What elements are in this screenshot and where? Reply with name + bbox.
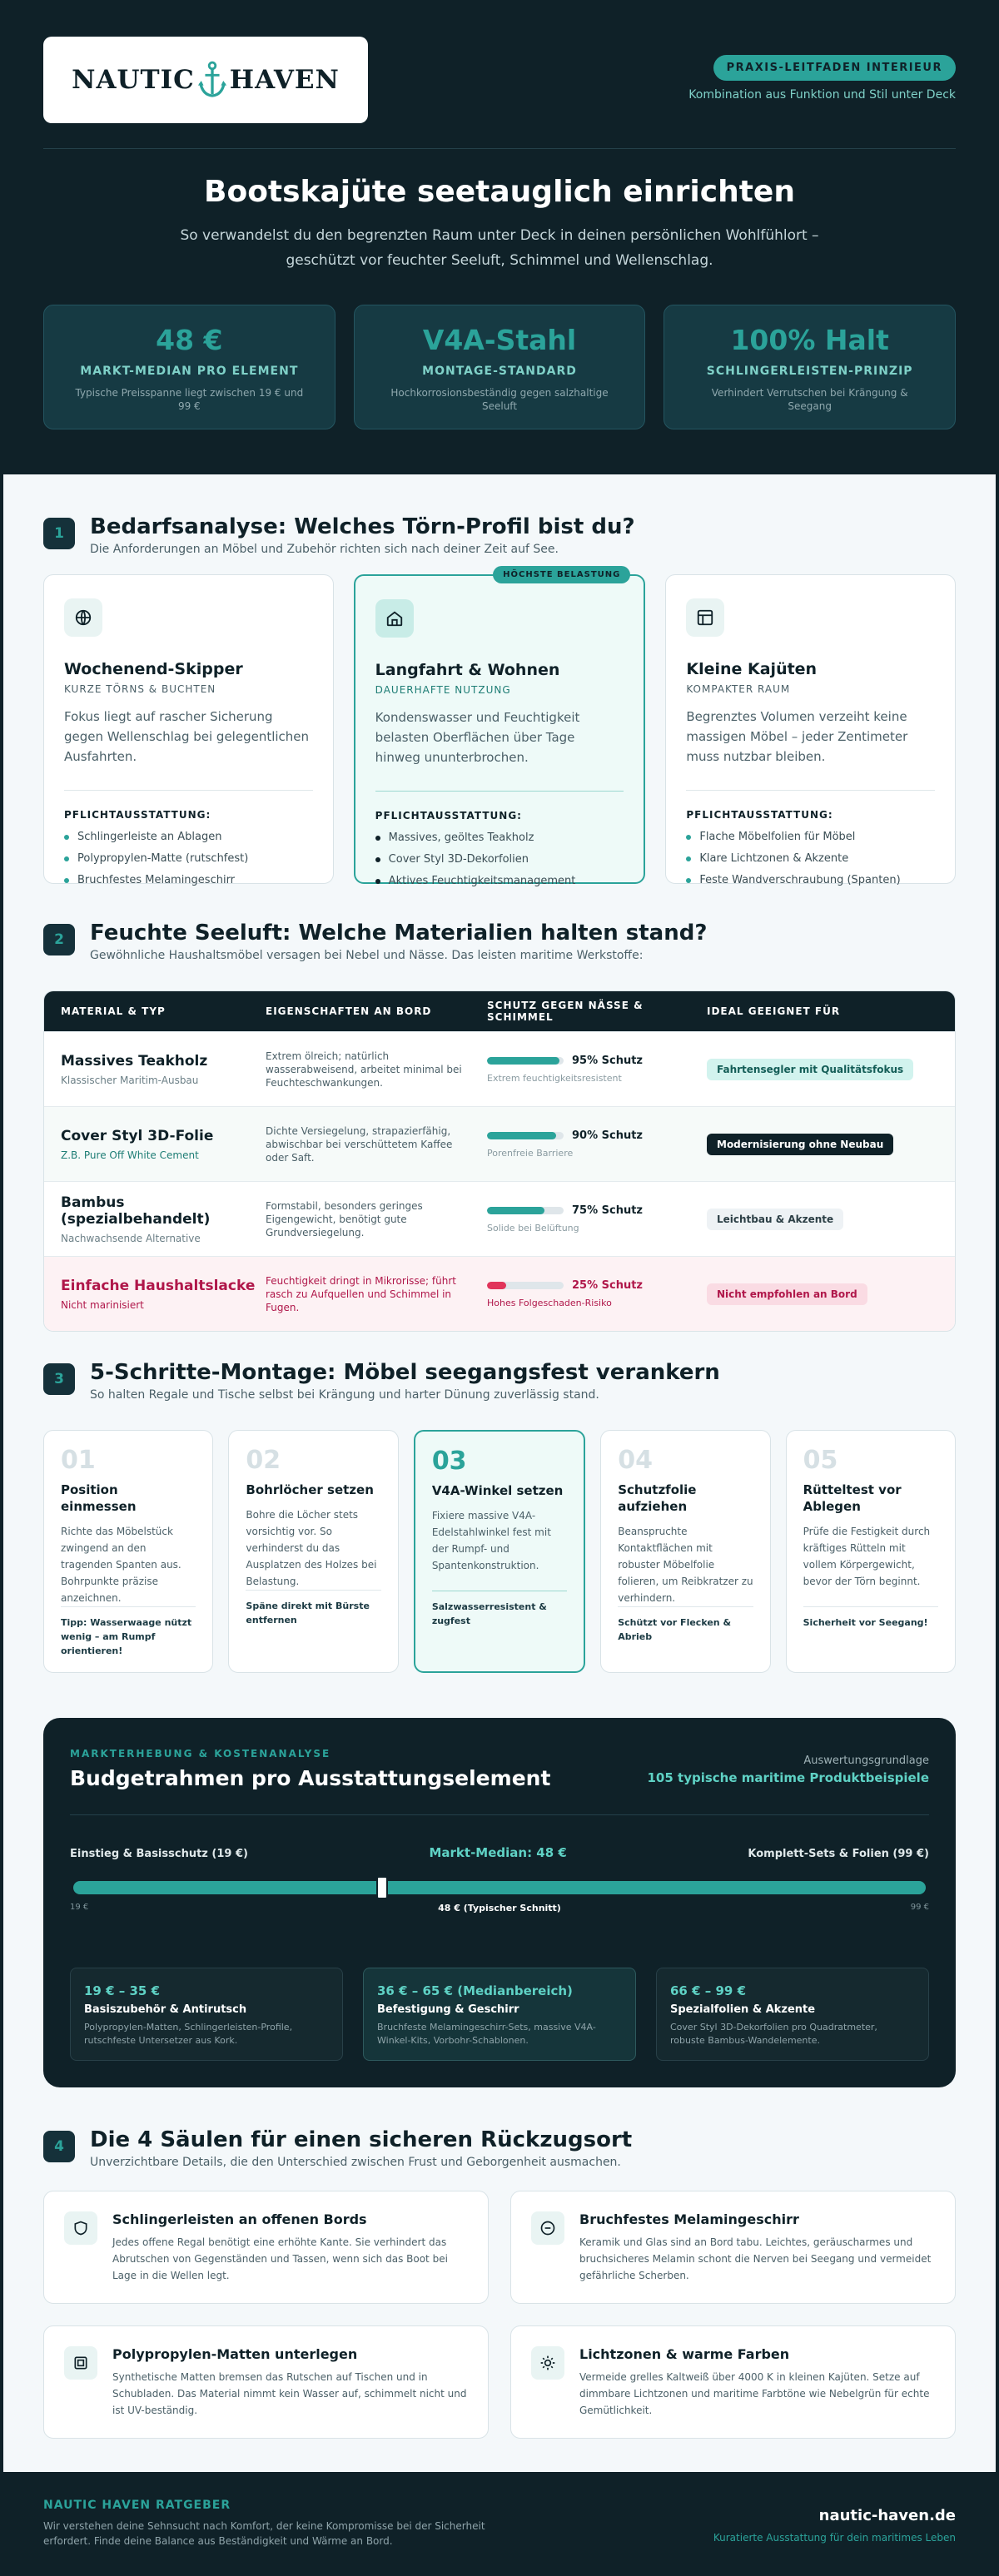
budget-title: Budgetrahmen pro Ausstattungselement [70,1766,551,1790]
protection-bar-fill [487,1132,556,1139]
section-title: Bedarfsanalyse: Welches Törn-Profil bist du? [90,514,635,539]
section-number: 4 [43,2131,75,2162]
step-tip: Tipp: Wasserwaage nützt wenig – am Rumpf orientieren! [61,1617,192,1656]
range-label-median: Markt-Median: 48 € [429,1845,567,1860]
material-name: Cover Styl 3D-Folie [61,1127,214,1144]
minus-circle-icon [531,2211,564,2245]
budget-kicker: MARKTERHEBUNG & KOSTENANALYSE [70,1748,331,1760]
protection-note: Extrem feuchtigkeitsresistent [487,1073,622,1084]
step-card [786,1430,956,1673]
requirement-list [375,831,624,887]
column-header: IDEAL GEEIGNET FÜR [707,1005,841,1017]
hero-subtitle: So verwandelst du den begrenzten Raum unter Deck in deinen persönlichen Wohlfühlort – geschützt vor feuchter Seeluft, Schimmel und Wellenschlag. [180,227,819,269]
section-header [43,1360,720,1402]
protection-bar [487,1207,564,1214]
profile-cards [43,570,956,887]
budget-basis [648,1755,930,1785]
column-header: MATERIAL & TYP [61,1005,166,1017]
step-desc: Prüfe die Festigkeit durch kräftiges Rütteln mit vollem Körpergewicht, bevor der Törn beginnt. [803,1526,931,1587]
column-header: EIGENSCHAFTEN AN BORD [266,1005,432,1017]
step-tip: Salzwasserresistent & zugfest [431,1601,547,1626]
divider [618,1606,753,1607]
stats-row [43,305,956,429]
pillar-card [43,2325,489,2439]
section-subtitle: Die Anforderungen an Möbel und Zubehör richten sich nach deiner Zeit auf See. [90,543,559,556]
column-header: SCHUTZ GEGEN NÄSSE & SCHIMMEL [487,1000,644,1023]
footer-link[interactable]: nautic-haven.de [818,2507,956,2524]
profile-title: Wochenend-Skipper [64,660,243,678]
basis-value: 105 typische maritime Produktbeispiele [647,1770,929,1785]
globe-icon [64,598,102,637]
profile-desc: Kondenswasser und Feuchtigkeit belasten Oberflächen über Tage hinweg ununterbrochen. [375,710,580,765]
list-heading: PFLICHTAUSSTATTUNG: [375,810,522,821]
profile-card-highlighted[interactable] [354,570,646,887]
main-content [3,474,996,2472]
protection-bar [487,1282,564,1289]
profile-desc: Begrenztes Volumen verzeiht keine massigen Möbel – jeder Zentimeter muss nutzbar bleiben. [686,709,908,764]
divider [64,790,313,791]
divider [61,1606,196,1607]
step-card [228,1430,398,1673]
step-tip: Späne direkt mit Bürste entfernen [246,1601,370,1626]
protection-bar [487,1132,564,1139]
material-properties: Feuchtigkeit dringt in Mikrorisse; führt rasch zu Aufquellen und Schimmel in Fugen. [266,1274,456,1313]
profile-desc: Fokus liegt auf rascher Sicherung gegen Wellenschlag bei gelegentlichen Ausfahrten. [64,709,310,764]
stat-desc: Verhindert Verrutschen bei Krängung & Seegang [711,387,908,412]
protection-value: 95% Schutz [572,1055,644,1067]
material-type: Klassischer Maritim-Ausbau [61,1074,199,1086]
section-title: 5-Schritte-Montage: Möbel seegangsfest verankern [90,1360,720,1385]
step-number: 01 [61,1446,96,1475]
requirement-list [64,831,313,886]
section-subtitle: Unverzichtbare Details, die den Unterschied zwischen Frust und Geborgenheit ausmachen. [90,2156,621,2169]
protection-bar [487,1057,564,1065]
list-item: Bruchfestes Melamingeschirr [64,874,313,886]
table-row-warning [44,1256,955,1331]
section-number: 3 [43,1363,75,1395]
logo[interactable] [43,37,368,123]
price-tier-card [70,1968,343,2061]
list-item: Schlingerleiste an Ablagen [64,831,313,843]
hero [0,0,999,474]
tier-range: 66 € – 99 € [670,1983,747,1998]
step-desc: Bohre die Löcher stets vorsichtig vor. So verhinderst du das Ausplatzen des Holzes bei Belastung. [246,1509,377,1587]
step-title: Position einmessen [61,1482,137,1514]
pillar-desc: Keramik und Glas sind an Bord tabu. Leichtes, geräuscharmes und bruchsicheres Melamin schont die Nerven bei Seegang und vermeidet gefährliche Scherben. [579,2236,932,2281]
section-header [43,514,635,556]
fit-badge: Leichtbau & Akzente [707,1209,843,1230]
protection-value: 75% Schutz [572,1204,644,1217]
list-item: Polypropylen-Matte (rutschfest) [64,852,313,865]
pillar-card [510,2325,956,2439]
material-type: Nicht marinisiert [61,1298,144,1311]
step-title: Schutzfolie aufziehen [618,1482,697,1514]
tier-desc: Bruchfeste Melamingeschirr-Sets, massive V4A-Winkel-Kits, Vorbohr-Schablonen. [377,2022,596,2046]
logo-text-right: HAVEN [229,65,340,95]
protection-bar-fill [487,1207,544,1214]
profile-card[interactable] [43,574,334,884]
material-type: Z.B. Pure Off White Cement [61,1149,199,1161]
pillar-title: Polypropylen-Matten unterlegen [112,2346,358,2362]
table-row [44,1181,955,1256]
step-desc: Beanspruchte Kontaktflächen mit robuster Möbelfolie folieren, um Reibkratzer zu verhindern. [618,1526,753,1604]
list-heading: PFLICHTAUSSTATTUNG: [686,809,833,821]
sun-icon [531,2346,564,2380]
median-marker [376,1876,388,1899]
page-title: Bootskajüte seetauglich einrichten [204,175,795,209]
material-properties: Dichte Versiegelung, strapazierfähig, abwischbar bei verschüttetem Kaffee oder Saft. [266,1124,453,1164]
profile-subtitle: DAUERHAFTE NUTZUNG [375,684,511,696]
layout-icon [686,598,724,637]
material-name: Einfache Haushaltslacke [61,1277,256,1294]
logo-text-left: NAUTIC [72,65,195,95]
stat-card [43,305,335,429]
divider [246,1590,380,1591]
price-tiers [70,1968,929,2061]
tick-min: 19 € [70,1903,89,1912]
step-number: 03 [431,1447,467,1476]
profile-card[interactable] [665,574,956,884]
price-tier-card [363,1968,636,2061]
steps-row [43,1430,956,1673]
list-item: Massives, geöltes Teakholz [375,831,624,844]
step-title: Bohrlöcher setzen [246,1482,374,1497]
footer-tagline: Kuratierte Ausstattung für dein maritimes Leben [713,2532,956,2544]
range-labels [70,1845,929,1860]
stat-desc: Typische Preisspanne liegt zwischen 19 € und 99 € [75,387,304,412]
list-heading: PFLICHTAUSSTATTUNG: [64,809,211,821]
step-desc: Richte das Möbelstück zwingend an den tragenden Spanten aus. Bohrpunkte präzise anzeichnen. [61,1526,181,1604]
fit-badge: Modernisierung ohne Neubau [707,1134,893,1155]
tier-title: Befestigung & Geschirr [377,2003,519,2016]
protection-value: 90% Schutz [572,1129,644,1142]
section-title: Feuchte Seeluft: Welche Materialien halten stand? [90,921,708,946]
protection-note: Hohes Folgeschaden-Risiko [487,1298,612,1308]
pillar-title: Lichtzonen & warme Farben [579,2346,790,2362]
divider [686,790,935,791]
list-item: Klare Lichtzonen & Akzente [686,852,935,865]
section-header [43,2127,632,2169]
range-label-min: Einstieg & Basisschutz (19 €) [70,1848,248,1860]
fit-badge: Fahrtensegler mit Qualitätsfokus [707,1059,913,1080]
highlight-badge: HÖCHSTE BELASTUNG [493,566,630,583]
tier-range: 36 € – 65 € (Medianbereich) [377,1983,573,1998]
tick-max: 99 € [910,1903,929,1912]
section-number: 2 [43,924,75,955]
materials-table [43,990,956,1332]
hero-tagline: Kombination aus Funktion und Stil unter Deck [688,88,956,102]
footer [0,2472,999,2576]
basis-label: Auswertungsgrundlage [803,1755,929,1767]
step-tip: Schützt vor Flecken & Abrieb [618,1617,732,1642]
stat-value: 48 € [156,324,223,356]
layers-icon [64,2346,97,2380]
stat-desc: Hochkorrosionsbeständig gegen salzhaltige Seeluft [390,387,609,412]
pillars-grid [43,2191,956,2439]
tier-title: Basiszubehör & Antirutsch [84,2003,247,2016]
footer-brand: NAUTIC HAVEN RATGEBER [43,2499,231,2512]
table-row [44,1106,955,1181]
protection-value: 25% Schutz [572,1279,644,1292]
protection-bar-fill [487,1057,559,1065]
stat-label: MARKT-MEDIAN PRO ELEMENT [80,365,299,378]
table-header [44,991,955,1031]
step-tip: Sicherheit vor Seegang! [803,1617,928,1628]
anchor-icon [196,61,228,99]
material-name: Massives Teakholz [61,1052,208,1070]
pillar-desc: Synthetische Matten bremsen das Rutschen auf Tischen und in Schubladen. Das Material nimmt kein Wasser auf, schimmelt nicht und ist UV-beständig. [112,2371,467,2416]
step-title: V4A-Winkel setzen [431,1483,564,1498]
footer-desc: Wir verstehen deine Sehnsucht nach Komfort, der keine Kompromisse bei der Sicherheit erfordert. Finde deine Balance aus Beständigkeit und Wärme an Bord. [43,2520,485,2547]
pillar-title: Bruchfestes Melamingeschirr [579,2211,799,2227]
tier-desc: Polypropylen-Matten, Schlingerleisten-Profile, rutschfeste Untersetzer aus Kork. [84,2022,293,2046]
step-number: 02 [246,1446,281,1475]
pillar-desc: Vermeide grelles Kaltweiß über 4000 K in kleinen Kajüten. Setze auf dimmbare Lichtzonen und maritime Farbtöne wie Nebelgrün für echte Gemütlichkeit. [579,2371,930,2416]
fit-badge: Nicht empfohlen an Bord [707,1283,867,1305]
table-row [44,1031,955,1106]
range-label-max: Komplett-Sets & Folien (99 €) [748,1848,929,1860]
stat-card [354,305,646,429]
profile-title: Langfahrt & Wohnen [375,661,560,679]
step-desc: Fixiere massive V4A-Edelstahlwinkel fest mit der Rumpf- und Spantenkonstruktion. [431,1510,551,1571]
profile-title: Kleine Kajüten [686,660,818,678]
price-range-track [73,1881,926,1894]
tick-median: 48 € (Typischer Schnitt) [438,1903,561,1913]
stat-label: MONTAGE-STANDARD [422,365,577,378]
section-header [43,921,707,962]
protection-note: Porenfreie Barriere [487,1148,574,1159]
profile-subtitle: KOMPAKTER RAUM [686,683,791,695]
tier-title: Spezialfolien & Akzente [670,2003,816,2016]
protection-note: Solide bei Belüftung [487,1223,579,1233]
step-number: 05 [803,1446,838,1475]
step-card-highlighted [414,1430,585,1673]
step-card [600,1430,770,1673]
protection-bar-fill [487,1282,506,1289]
profile-subtitle: KURZE TÖRNS & BUCHTEN [64,683,216,695]
step-title: Rütteltest vor Ablegen [803,1482,902,1514]
stat-label: SCHLINGERLEISTEN-PRINZIP [706,365,913,378]
shield-icon [64,2211,97,2245]
requirement-list [686,831,935,886]
material-properties: Extrem ölreich; natürlich wasserabweisend, arbeitet minimal bei Feuchteschwankungen. [266,1050,462,1089]
pillar-desc: Jedes offene Regal benötigt eine erhöhte Kante. Sie verhindert das Abrutschen von Gegenständen und Tassen, wenn sich das Boot bei Lage in die Wellen legt. [112,2236,448,2281]
list-item: Flache Möbelfolien für Möbel [686,831,935,843]
budget-panel [43,1718,956,2087]
list-item: Feste Wandverschraubung (Spanten) [686,874,935,886]
divider [803,1606,938,1607]
hero-badge: PRAXIS-LEITFADEN INTERIEUR [713,55,956,81]
section-subtitle: So halten Regale und Tische selbst bei Krängung und harter Dünung zuverlässig stand. [90,1388,599,1402]
divider [70,1814,929,1815]
section-subtitle: Gewöhnliche Haushaltsmöbel versagen bei Nebel und Nässe. Das leisten maritime Werkstoffe: [90,949,644,962]
stat-card [664,305,956,429]
hero-divider [43,148,956,149]
section-title: Die 4 Säulen für einen sicheren Rückzugsort [90,2127,633,2152]
section-number: 1 [43,518,75,549]
pillar-title: Schlingerleisten an offenen Bords [112,2211,367,2227]
divider [375,791,624,792]
price-tier-card [656,1968,929,2061]
pillar-card [510,2191,956,2304]
home-icon [375,599,414,638]
step-card [43,1430,213,1673]
pillar-card [43,2191,489,2304]
material-type: Nachwachsende Alternative [61,1232,201,1244]
material-properties: Formstabil, besonders geringes Eigengewicht, benötigt gute Grundversiegelung. [266,1199,423,1238]
list-item: Cover Styl 3D-Dekorfolien [375,853,624,866]
stat-value: V4A-Stahl [422,324,577,356]
step-number: 04 [618,1446,653,1475]
range-ticks [70,1903,929,1913]
tier-range: 19 € – 35 € [84,1983,161,1998]
list-item: Aktives Feuchtigkeitsmanagement [375,875,624,887]
tier-desc: Cover Styl 3D-Dekorfolien pro Quadratmeter, robuste Bambus-Wandelemente. [670,2022,877,2046]
material-name: Bambus (spezialbehandelt) [61,1194,211,1228]
stat-value: 100% Halt [730,324,889,356]
